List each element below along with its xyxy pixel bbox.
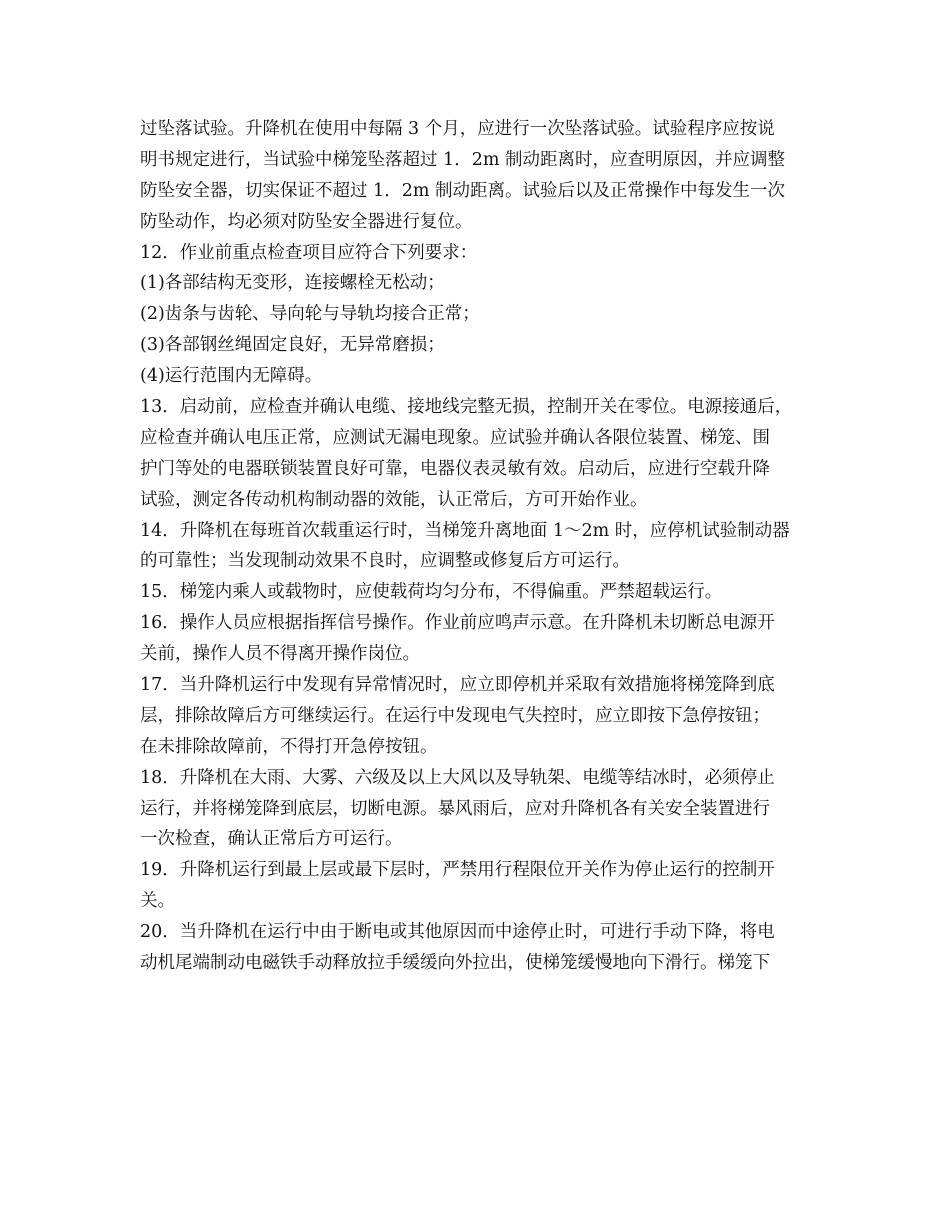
text-line: 15．梯笼内乘人或载物时，应使载荷均匀分布，不得偏重。严禁超载运行。 xyxy=(140,582,723,603)
text-line: 试验，测定各传动机构制动器的效能，认正常后，方可开始作业。 xyxy=(140,489,648,510)
text-line: (3)各部钢丝绳固定良好，无异常磨损； xyxy=(140,335,445,356)
text-line: (1)各部结构无变形，连接螺栓无松动； xyxy=(140,273,445,294)
text-line: 16．操作人员应根据指挥信号操作。作业前应鸣声示意。在升降机未切断总电源开 xyxy=(140,613,775,634)
text-line: 过坠落试验。升降机在使用中每隔 3 个月，应进行一次坠落试验。试验程序应按说 xyxy=(140,119,775,139)
text-line: 明书规定进行，当试验中梯笼坠落超过 1．2m 制动距离时，应查明原因，并应调整 xyxy=(140,149,785,170)
text-line: 关前，操作人员不得离开操作岗位。 xyxy=(140,644,420,665)
text-line: 19．升降机运行到最上层或最下层时，严禁用行程限位开关作为停止运行的控制开 xyxy=(140,860,775,881)
text-line: 20．当升降机在运行中由于断电或其他原因而中途停止时，可进行手动下降，将电 xyxy=(140,922,775,943)
text-line: 层，排除故障后方可继续运行。在运行中发现电气失控时，应立即按下急停按钮； xyxy=(140,705,770,726)
text-line: 护门等处的电器联锁装置良好可靠，电器仪表灵敏有效。启动后，应进行空载升降 xyxy=(140,458,770,479)
text-line: 防坠安全器，切实保证不超过 1．2m 制动距离。试验后以及正常操作中每发生一次 xyxy=(140,180,785,201)
text-line: 17．当升降机运行中发现有异常情况时，应立即停机并采取有效措施将梯笼降到底 xyxy=(140,675,775,696)
text-line: 18．升降机在大雨、大雾、六级及以上大风以及导轨架、电缆等结冰时，必须停止 xyxy=(140,767,775,788)
text-line: 防坠动作，均必须对防坠安全器进行复位。 xyxy=(140,211,473,232)
text-line: (2)齿条与齿轮、导向轮与导轨均接合正常； xyxy=(140,304,480,325)
text-line: 在未排除故障前，不得打开急停按钮。 xyxy=(140,736,438,757)
text-line: 13．启动前，应检查并确认电缆、接地线完整无损，控制开关在零位。电源接通后， xyxy=(140,397,793,418)
text-line: 12．作业前重点检查项目应符合下列要求： xyxy=(140,242,478,263)
text-line: 一次检查，确认正常后方可运行。 xyxy=(140,829,403,850)
text-line: 的可靠性；当发现制动效果不良时，应调整或修复后方可运行。 xyxy=(140,551,630,572)
text-line: 14．升降机在每班首次载重运行时，当梯笼升离地面 1～2m 时，应停机试验制动器 xyxy=(140,520,790,541)
text-line: 关。 xyxy=(140,891,175,912)
text-line: 应检查并确认电压正常，应测试无漏电现象。应试验并确认各限位装置、梯笼、围 xyxy=(140,427,770,448)
text-line: (4)运行范围内无障碍。 xyxy=(140,366,323,387)
text-line: 动机尾端制动电磁铁手动释放拉手缓缓向外拉出，使梯笼缓慢地向下滑行。梯笼下 xyxy=(140,953,770,974)
document-body xyxy=(140,114,820,979)
text-line: 运行，并将梯笼降到底层，切断电源。暴风雨后，应对升降机各有关安全装置进行 xyxy=(140,798,770,819)
